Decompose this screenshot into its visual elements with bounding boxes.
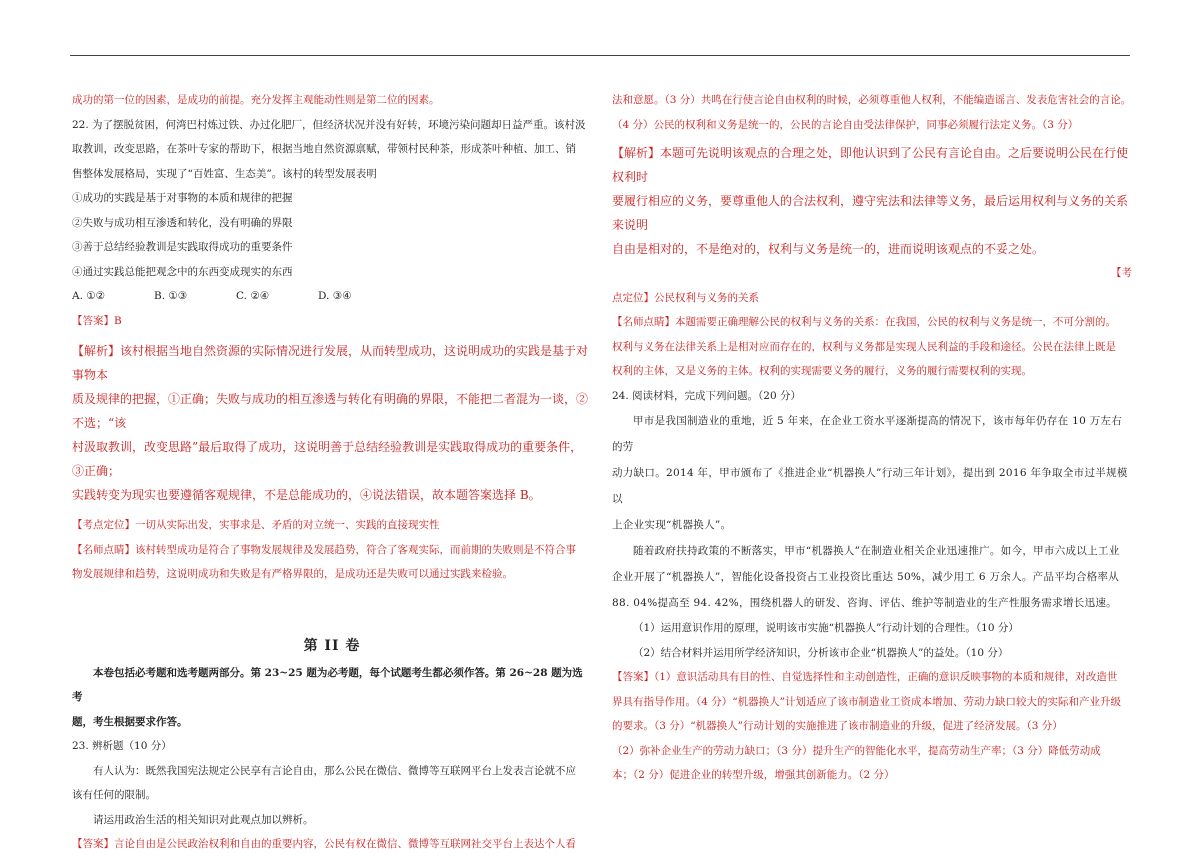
header-rule [70, 55, 1130, 56]
section-desc-line: 题，考生根据要求作答。 [72, 715, 188, 728]
q23-instruction: 请运用政治生活的相关知识对此观点加以辨析。 [93, 813, 314, 826]
option-b: B. ①③ [154, 290, 188, 302]
q24-answer-line: （2）弥补企业生产的劳动力缺口；（3 分）提升生产的智能化水平，提高劳动生产率；（3 分）降低劳动成 [612, 744, 1101, 757]
question-22 [72, 113, 592, 587]
option-a: A. ①② [72, 290, 106, 302]
q24-sub2: （2）结合材料并运用所学经济知识，分析该市企业“机器换人”的益处。（10 分） [633, 646, 1009, 659]
q24-material-line: 88. 04%提高至 94. 42%，围绕机器人的研发、咨询、评估、维护等制造业的生产性服务需求增长迅速。 [612, 597, 1117, 609]
q24-material-line: 上企业实现“机器换人”。 [612, 519, 732, 531]
answer-tag: 【答案】 [72, 314, 114, 327]
q24-material-line: 动力缺口。2014 年，甲市颁布了《推进企业“机器换人”行动三年计划》，提出到 2016 年争取全市过半规模以 [612, 467, 1128, 505]
q23-analysis-line: 要履行相应的义务，要尊重他人的合法权利，遵守宪法和法律等义务，最后运用权利与义务的关系来说明 [612, 194, 1129, 232]
section-title: 第 II 卷 [303, 637, 361, 654]
q22-point: 【考点定位】一切从实际出发，实事求是、矛盾的对立统一、实践的直接现实性 [72, 519, 440, 531]
q23-quote-line: 该有任何的限制。 [72, 789, 156, 801]
q23-analysis-line: 【解析】本题可先说明该观点的合理之处，即他认识到了公民有言论自由。之后要说明公民在行使权利时 [612, 146, 1129, 184]
point-tag: 【考 [1111, 267, 1132, 279]
q22-stem-line: 22. 为了摆脱贫困，何湾巴村炼过铁、办过化肥厂，但经济状况并没有好转，环境污染问题却日益严重。该村汲 [72, 118, 586, 131]
q22-options [72, 284, 592, 309]
q22-stem-line: 取教训，改变思路，在茶叶专家的帮助下，根据当地自然资源禀赋，带领村民种茶，形成茶叶种植、加工、销 [72, 143, 576, 155]
q22-analysis-line: 质及规律的把握，①正确；失败与成功的相互渗透与转化有明确的界限，不能把二者混为一谈，②不选；“该 [72, 392, 589, 430]
q22-analysis-line: 村汲取教训，改变思路”最后取得了成功，这说明善于总结经验教训是实践取得成功的重要条件，③正确； [72, 440, 583, 478]
q24-material-line: 企业开展了“机器换人”，智能化设备投资占工业投资比重达 50%，减少用工 6 万余人。产品平均合格率从 [612, 571, 1120, 583]
q23-answer: 【答案】言论自由是公民政治权利和自由的重要内容，公民有权在微信、微博等互联网社交平台上表达个人看 [72, 838, 576, 850]
q22-comment-line: 物发展规律和趋势，这说明成功和失败是有严格界限的，是成功还是失败可以通过实践来检验。 [72, 568, 513, 580]
right-column [612, 88, 1132, 788]
q24-material-line: 甲市是我国制造业的重地，近 5 年来，在企业工资水平逐渐提高的情况下，该市每年仍存在 10 万左右的劳 [612, 415, 1123, 453]
answer-value: B [114, 314, 122, 327]
q24-title: 24. 阅读材料，完成下列问题。（20 分） [612, 389, 801, 402]
q22-item: ②失败与成功相互渗透和转化，没有明确的界限 [72, 216, 293, 229]
prev-answer-tail: 成功的第一位的因素，是成功的前提。充分发挥主观能动性则是第二位的因素。 [72, 94, 440, 106]
q22-stem-line: 售整体发展格局，实现了“百姓富、生态美”。该村的转型发展表明 [72, 167, 377, 180]
option-c: C. ②④ [236, 290, 270, 302]
q23-analysis-line: 自由是相对的，不是绝对的，权利与义务是统一的，进而说明该观点的不妥之处。 [612, 242, 1045, 256]
option-d: D. ③④ [318, 290, 352, 302]
section-desc-line: 本卷包括必考题和选考题两部分。第 23~25 题为必考题，每个试题考生都必须作答。第 26~28 题为选考 [72, 666, 583, 703]
q22-item: ④通过实践总能把观念中的东西变成现实的东西 [72, 265, 293, 278]
q23-quote-line: 有人认为：既然我国宪法规定公民享有言论自由，那么公民在微信、微博等互联网平台上发表言论就不应 [93, 764, 576, 777]
q22-analysis-line: 【解析】该村根据当地自然资源的实际情况进行发展，从而转型成功，这说明成功的实践是基于对事物本 [72, 344, 589, 382]
q24-material-line: 随着政府扶持政策的不断落实，甲市“机器换人”在制造业相关企业迅速推广。如今，甲市六成以上工业 [633, 545, 1120, 557]
q24-answer-line: 【答案】（1）意识活动具有目的性、自觉选择性和主动创造性，正确的意识反映事物的本质和规律，对改造世 [612, 671, 1118, 683]
question-23 [72, 734, 592, 857]
q23-title: 23. 辨析题（10 分） [72, 740, 172, 752]
q23-comment-line: 权利与义务在法律关系上是相对应而存在的，权利与义务都是实现人民利益的手段和途径。公民在法律上既是 [612, 340, 1116, 353]
q23-point: 点定位】公民权利与义务的关系 [612, 291, 759, 304]
q23-comment-line: 【名师点睛】本题需要正确理解公民的权利与义务的关系：在我国，公民的权利与义务是统一，不可分割的。 [612, 316, 1116, 328]
q22-answer [72, 309, 592, 334]
left-column [72, 88, 592, 857]
q22-comment-line: 【名师点睛】该村转型成功是符合了事物发展规律及发展趋势，符合了客观实际，而前期的失败则是不符合事 [72, 543, 576, 556]
q24-answer-line: 本；（2 分）促进企业的转型升级，增强其创新能力。（2 分） [612, 769, 895, 781]
q22-item: ③善于总结经验教训是实践取得成功的重要条件 [72, 241, 293, 253]
q22-analysis-line: 实践转变为现实也要遵循客观规律，不是总能成功的，④说法错误，故本题答案选择 B。 [72, 488, 541, 502]
q22-item: ①成功的实践是基于对事物的本质和规律的把握 [72, 192, 293, 204]
question-24 [612, 384, 1132, 788]
q24-answer-line: 界具有指导作用。（4 分）“机器换人”计划适应了该市制造业工资成本增加、劳动力缺口较大的实际和产业升级 [612, 695, 1122, 708]
q23-answer-cont: 法和意愿。（3 分）共鸣在行使言论自由权利的时候，必须尊重他人权利，不能编造谣言、发表危害社会的言论。 [612, 94, 1132, 106]
q24-answer-line: 的要求。（3 分）“机器换人”行动计划的实施推进了该市制造业的升级，促进了经济发展。（3 分） [612, 720, 1063, 732]
q24-sub1: （1）运用意识作用的原理，说明该市实施“机器换人”行动计划的合理性。（10 分） [633, 622, 1019, 634]
q23-comment-line: 权利的主体，又是义务的主体。权利的实现需要义务的履行，义务的履行需要权利的实现。 [612, 365, 1032, 377]
q23-answer-cont: （4 分）公民的权利和义务是统一的，公民的言论自由受法律保护，同事必须履行法定义务。（3 分） [612, 118, 1079, 131]
